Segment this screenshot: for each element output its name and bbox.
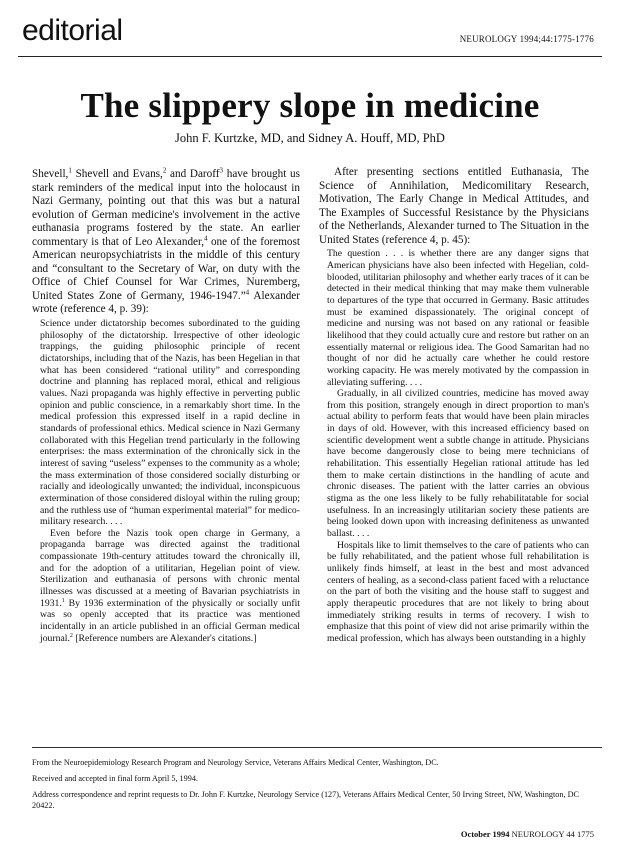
quote-paragraph: Hospitals like to limit themselves to the care of patients who can be fully rehabilitated, and the patient whose full rehabilitation is unlikely finds himself, at least in the best and most advanced centers of healing, as a second-class patient faced with a reluctance on the part of both the visiting and the house staff to suggest and apply therapeutic procedures that are not likely to bring about immediately striking results in terms of recovery. I wish to emphasize that this point of view did not arise primarily within the medical profession, which has always been outstanding in a highly (327, 539, 589, 644)
page-footer (461, 829, 594, 839)
section-label: editorial (22, 14, 123, 47)
right-column (319, 166, 589, 645)
reference-marker: 1 (61, 597, 65, 604)
journal-page-number: NEUROLOGY 44 1775 (511, 829, 594, 839)
block-quote-2 (327, 248, 589, 644)
footnote-rule (32, 747, 602, 748)
body-paragraph-1: Shevell,$^1$ Shevell and Evans,$^2$ and Daroff$^3$ have brought us stark reminders of the medical input into the holocaust in Nazi Germany, pointing out that this was but a natural evolution of German medicine's involvement in the active euthanasia programs fostered by the state. An earlier commentary is that of Leo Alexander,$^4$ one of the foremost American neuropsychiatrists in the middle of this century and “consultant to the Secretary of War, on duty with the Office of Chief Counsel for War Crimes, Nuremberg, United States Zone of Germany, 1946-1947.”$^4$ Alexander wrote (reference 4, p. 39): (32, 166, 300, 316)
reference-marker: 4 (204, 234, 208, 242)
quote-paragraph: Even before the Nazis took open charge in Germany, a propaganda barrage was directed against the traditional compassionate 19th-century attitudes toward the chronically ill, and for the adoption of a utilitarian, Hegelian point of view. Sterilization and euthanasia of persons with chronic mental illnesses was discussed at a meeting of Bavarian psychiatrists in 1931.$^1$ By 1936 extermination of the physically or socially unfit was so openly accepted that its practice was mentioned incidentally in an article published in an official German medical journal.$^2$ [Reference numbers are Alexander's citations.] (40, 527, 300, 644)
block-quote-1 (40, 318, 300, 644)
reference-marker: 3 (219, 166, 224, 175)
reference-marker: 2 (162, 166, 167, 175)
issue-date: October 1994 (460, 829, 510, 839)
footnote-correspondence: Address correspondence and reprint requests to Dr. John F. Kurtzke, Neurology Service (127), Veterans Affairs Medical Center, 50 Irving Street, NW, Washington, DC 20422. (32, 790, 579, 810)
quote-paragraph: The question . . . is whether there are any danger signs that American physicians have also been infected with Hegelian, cold-blooded, utilitarian philosophy and whether early traces of it can be detected in their medical thinking that may make them vulnerable to departures of the type that occurred in Germany. Basic attitudes must be examined dispassionately. The original concept of medicine and nursing was not based on any rational or feasible likelihood that they could actually cure and restore but rather on an essentially maternal or religious idea. The Good Samaritan had no thought of nor did he actually care whether he could restore working capacity. He was merely motivated by the compassion in alleviating suffering. . . . (327, 248, 589, 388)
journal-citation: NEUROLOGY 1994;44:1775-1776 (459, 34, 594, 44)
footnote-received: Received and accepted in final form April 5, 1994. (32, 774, 198, 783)
reference-marker: 1 (68, 166, 72, 175)
body-paragraph-2: After presenting sections entitled Euthanasia, The Science of Annihilation, Medicomilitary Research, Motivation, The Early Change in Medical Attitudes, and The Examples of Successful Resistance by the Physicians of the Netherlands, Alexander turned to The Situation in the United States (reference 4, p. 45): (319, 166, 589, 246)
article-authors: John F. Kurtzke, MD, and Sidney A. Houff, MD, PhD (175, 131, 445, 145)
header-rule (18, 56, 602, 57)
article-title: The slippery slope in medicine (80, 86, 540, 125)
reference-marker: 2 (69, 632, 73, 639)
footnotes (32, 757, 602, 816)
left-column (32, 168, 300, 644)
reference-marker: 4 (245, 288, 250, 297)
footnote-affiliation: From the Neuroepidemiology Research Program and Neurology Service, Veterans Affairs Medical Center, Washington, DC. (32, 758, 439, 767)
quote-paragraph: Science under dictatorship becomes subordinated to the guiding philosophy of the dictatorship. Irrespective of other ideologic trappings, the guiding philosophic principle of recent dictatorships, including that of the Nazis, has been Hegelian in that what has been considered “rational utility” and corresponding doctrine and planning has replaced moral, ethical and religious values. Nazi propaganda was highly effective in perverting public opinion and public conscience, in a remarkably short time. In the medical profession this expressed itself in a rapid decline in standards of professional ethics. Medical science in Nazi Germany collaborated with this Hegelian trend particularly in the following enterprises: the mass extermination of the chronically sick in the interest of saving “useless” expenses to the community as a whole; the mass extermination of those considered socially disturbing or racially and ideologically unwanted; the individual, inconspicuous extermination of those considered disloyal within the ruling group; and the ruthless use of “human experimental material” for medico-military research. . . . (40, 318, 300, 528)
quote-paragraph: Gradually, in all civilized countries, medicine has moved away from this position, strangely enough in direct proportion to man's actual ability to perform feats that would have been plain miracles in days of old. However, with this increased efficiency based on scientific development went a subtle change in attitude. Physicians have become dangerously close to being mere technicians of rehabilitation. This essentially Hegelian rational attitude has led them to make certain distinctions in the handling of acute and chronic diseases. The patient with the latter carries an obvious stigma as the one less likely to be fully rehabilitatable for social usefulness. In an increasingly utilitarian society these patients are being looked down upon with increasing definiteness as unwanted ballast. . . . (327, 388, 589, 540)
